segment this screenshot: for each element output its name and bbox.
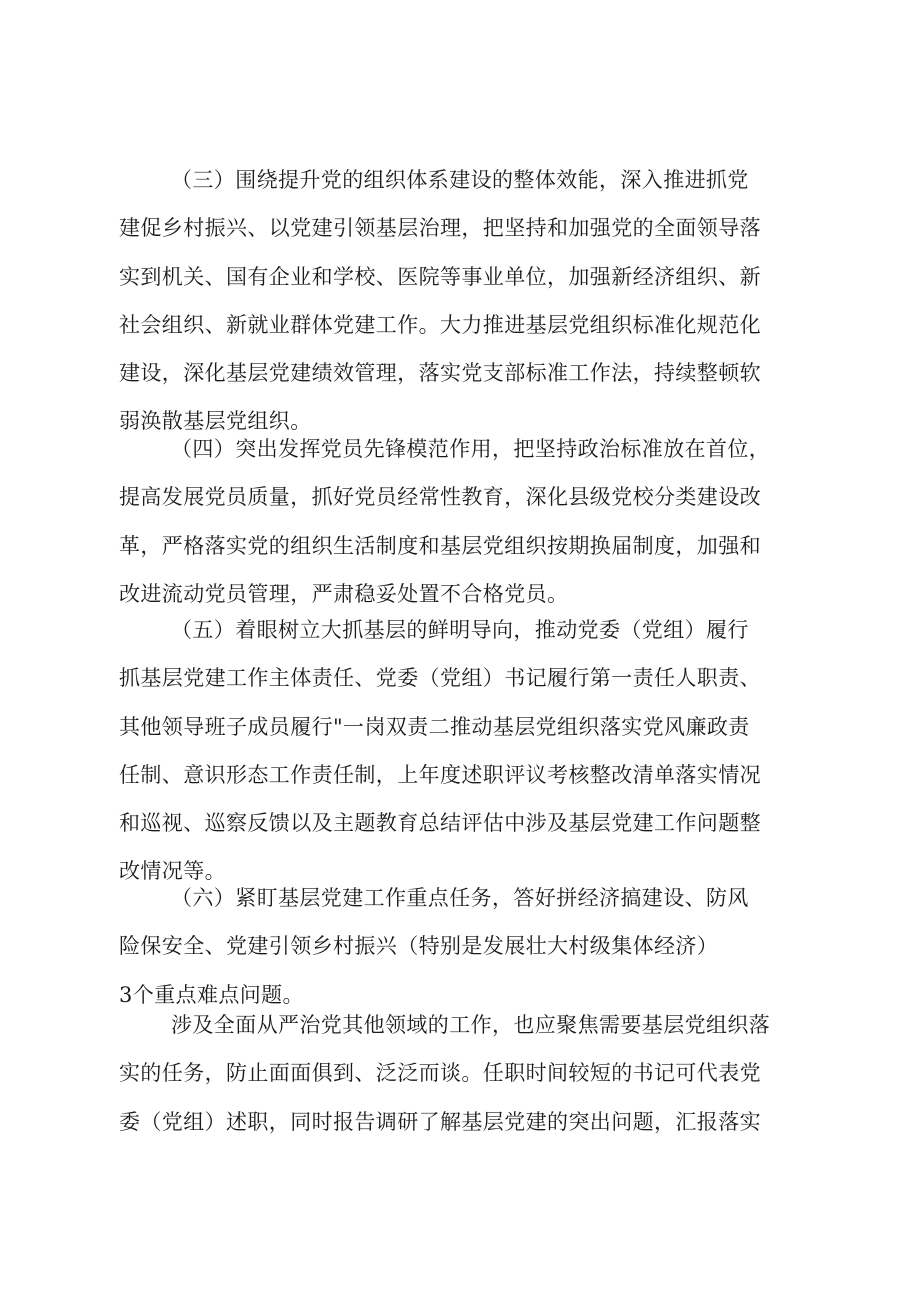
text-line: 任制、意识形态工作责任制，上年度述职评议考核整改清单落实情况 bbox=[119, 762, 761, 787]
text-line: （四）突出发挥党员先锋模范作用，把坚持政治标准放在首位， bbox=[171, 437, 771, 461]
text-line: 委（党组）述职，同时报告调研了解基层党建的突出问题，汇报落实 bbox=[119, 1109, 761, 1134]
text-line: 提高发展党员质量，抓好党员经常性教育，深化县级党校分类建设改 bbox=[119, 485, 761, 510]
text-line: 涉及全面从严治党其他领域的工作，也应聚焦需要基层党组织落 bbox=[171, 1013, 771, 1037]
text-line: 抓基层党建工作主体责任、党委（党组）书记履行第一责任人职责、 bbox=[119, 666, 761, 691]
paragraph-section-3 bbox=[119, 156, 819, 446]
text-line: 和巡视、巡察反馈以及主题教育总结评估中涉及基层党建工作问题整 bbox=[119, 811, 761, 836]
text-line: 改情况等。 bbox=[119, 859, 226, 884]
text-line: 实的任务，防止面面俱到、泛泛而谈。任职时间较短的书记可代表党 bbox=[119, 1061, 761, 1086]
paragraph-section-5 bbox=[119, 606, 819, 896]
text-line: 建促乡村振兴、以党建引领基层治理，把坚持和加强党的全面领导落 bbox=[119, 216, 761, 241]
text-line: 建设，深化基层党建绩效管理，落实党支部标准工作法，持续整顿软 bbox=[119, 361, 761, 386]
text-line: （五）着眼树立大抓基层的鲜明导向，推动党委（党组）履行 bbox=[171, 618, 749, 642]
text-line: （六）紧盯基层党建工作重点任务，答好拼经济搞建设、防风 bbox=[171, 886, 749, 910]
text-line: 改进流动党员管理，严肃稳妥处置不合格党员。 bbox=[119, 581, 569, 606]
text-line: 弱涣散基层党组织。 bbox=[119, 409, 312, 434]
text-line: 社会组织、新就业群体党建工作。大力推进基层党组织标准化规范化 bbox=[119, 312, 761, 337]
paragraph-section-4 bbox=[119, 425, 819, 618]
text-line: 革，严格落实党的组织生活制度和基层党组织按期换届制度，加强和 bbox=[119, 533, 761, 558]
text-line: 3个重点难点问题。 bbox=[119, 982, 304, 1007]
paragraph-other-areas bbox=[119, 1001, 819, 1146]
text-line: 其他领导班子成员履行"一岗双责二推动基层党组织落实党风廉政责 bbox=[119, 714, 750, 739]
paragraph-section-6 bbox=[119, 874, 819, 1019]
text-line: 险保安全、党建引领乡村振兴（特别是发展壮大村级集体经济） bbox=[119, 934, 719, 959]
text-line: （三）围绕提升党的组织体系建设的整体效能，深入推进抓党 bbox=[171, 168, 749, 192]
text-line: 实到机关、国有企业和学校、医院等事业单位，加强新经济组织、新 bbox=[119, 264, 761, 289]
